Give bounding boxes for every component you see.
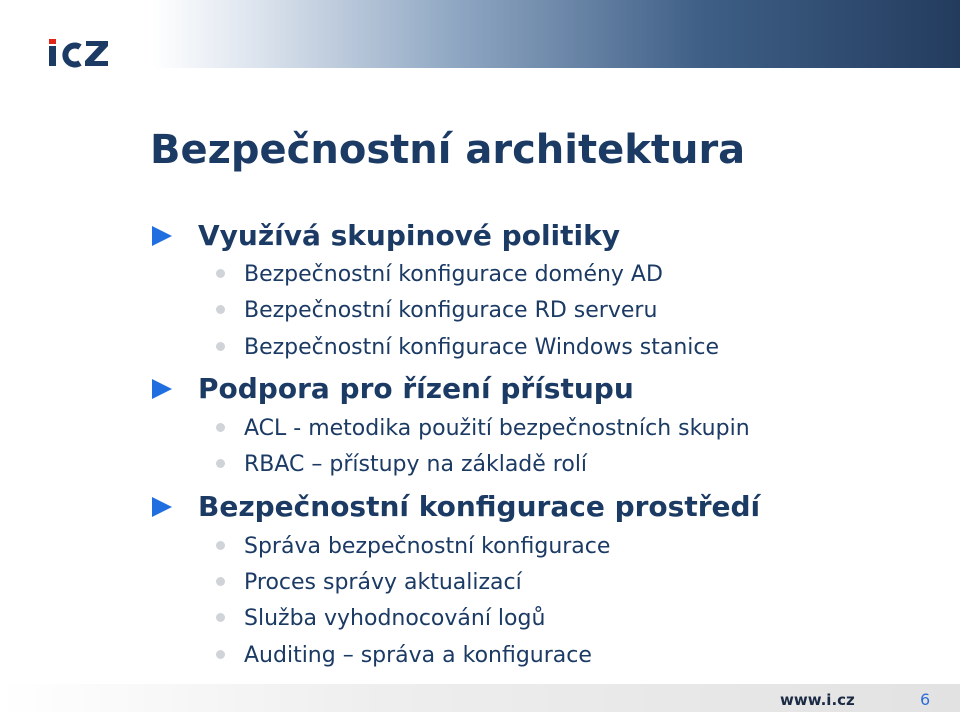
list-item	[216, 333, 719, 363]
triangle-bullet-icon	[152, 226, 172, 246]
list-item	[216, 641, 592, 671]
section-heading-text: Využívá skupinové politiky	[198, 219, 620, 252]
list-item-text: Bezpečnostní konfigurace Windows stanice	[244, 335, 720, 360]
list-item-text: RBAC – přístupy na základě rolí	[244, 452, 588, 477]
list-item	[216, 568, 522, 598]
icz-logo	[46, 36, 110, 68]
dot-bullet-icon	[216, 342, 225, 351]
list-item	[216, 414, 750, 444]
list-item-text: Služba vyhodnocování logů	[244, 606, 546, 631]
list-item-text: Proces správy aktualizací	[244, 570, 522, 595]
list-item-text: Správa bezpečnostní konfigurace	[244, 534, 611, 559]
list-item	[216, 450, 587, 480]
list-item-text: ACL - metodika použití bezpečnostních skupin	[244, 416, 750, 441]
page-number: 6	[920, 690, 931, 709]
dot-bullet-icon	[216, 577, 225, 586]
section-heading	[152, 219, 620, 253]
list-item	[216, 260, 663, 290]
dot-bullet-icon	[216, 459, 225, 468]
dot-bullet-icon	[216, 269, 225, 278]
slide-title: Bezpečnostní architektura	[150, 127, 746, 173]
dot-bullet-icon	[216, 541, 225, 550]
footer-url: www.i.cz	[780, 691, 855, 709]
section-heading-text: Bezpečnostní konfigurace prostředí	[198, 490, 761, 523]
section-heading	[152, 372, 634, 406]
dot-bullet-icon	[216, 650, 225, 659]
section-heading-text: Podpora pro řízení přístupu	[198, 372, 634, 405]
list-item-text: Bezpečnostní konfigurace domény AD	[244, 262, 663, 287]
list-item-text: Auditing – správa a konfigurace	[244, 643, 592, 668]
section-heading	[152, 490, 760, 524]
dot-bullet-icon	[216, 423, 225, 432]
triangle-bullet-icon	[152, 497, 172, 517]
list-item	[216, 532, 610, 562]
list-item-text: Bezpečnostní konfigurace RD serveru	[244, 298, 658, 323]
triangle-bullet-icon	[152, 379, 172, 399]
list-item	[216, 296, 657, 326]
header-band	[152, 0, 960, 68]
dot-bullet-icon	[216, 613, 225, 622]
list-item	[216, 604, 545, 634]
dot-bullet-icon	[216, 305, 225, 314]
